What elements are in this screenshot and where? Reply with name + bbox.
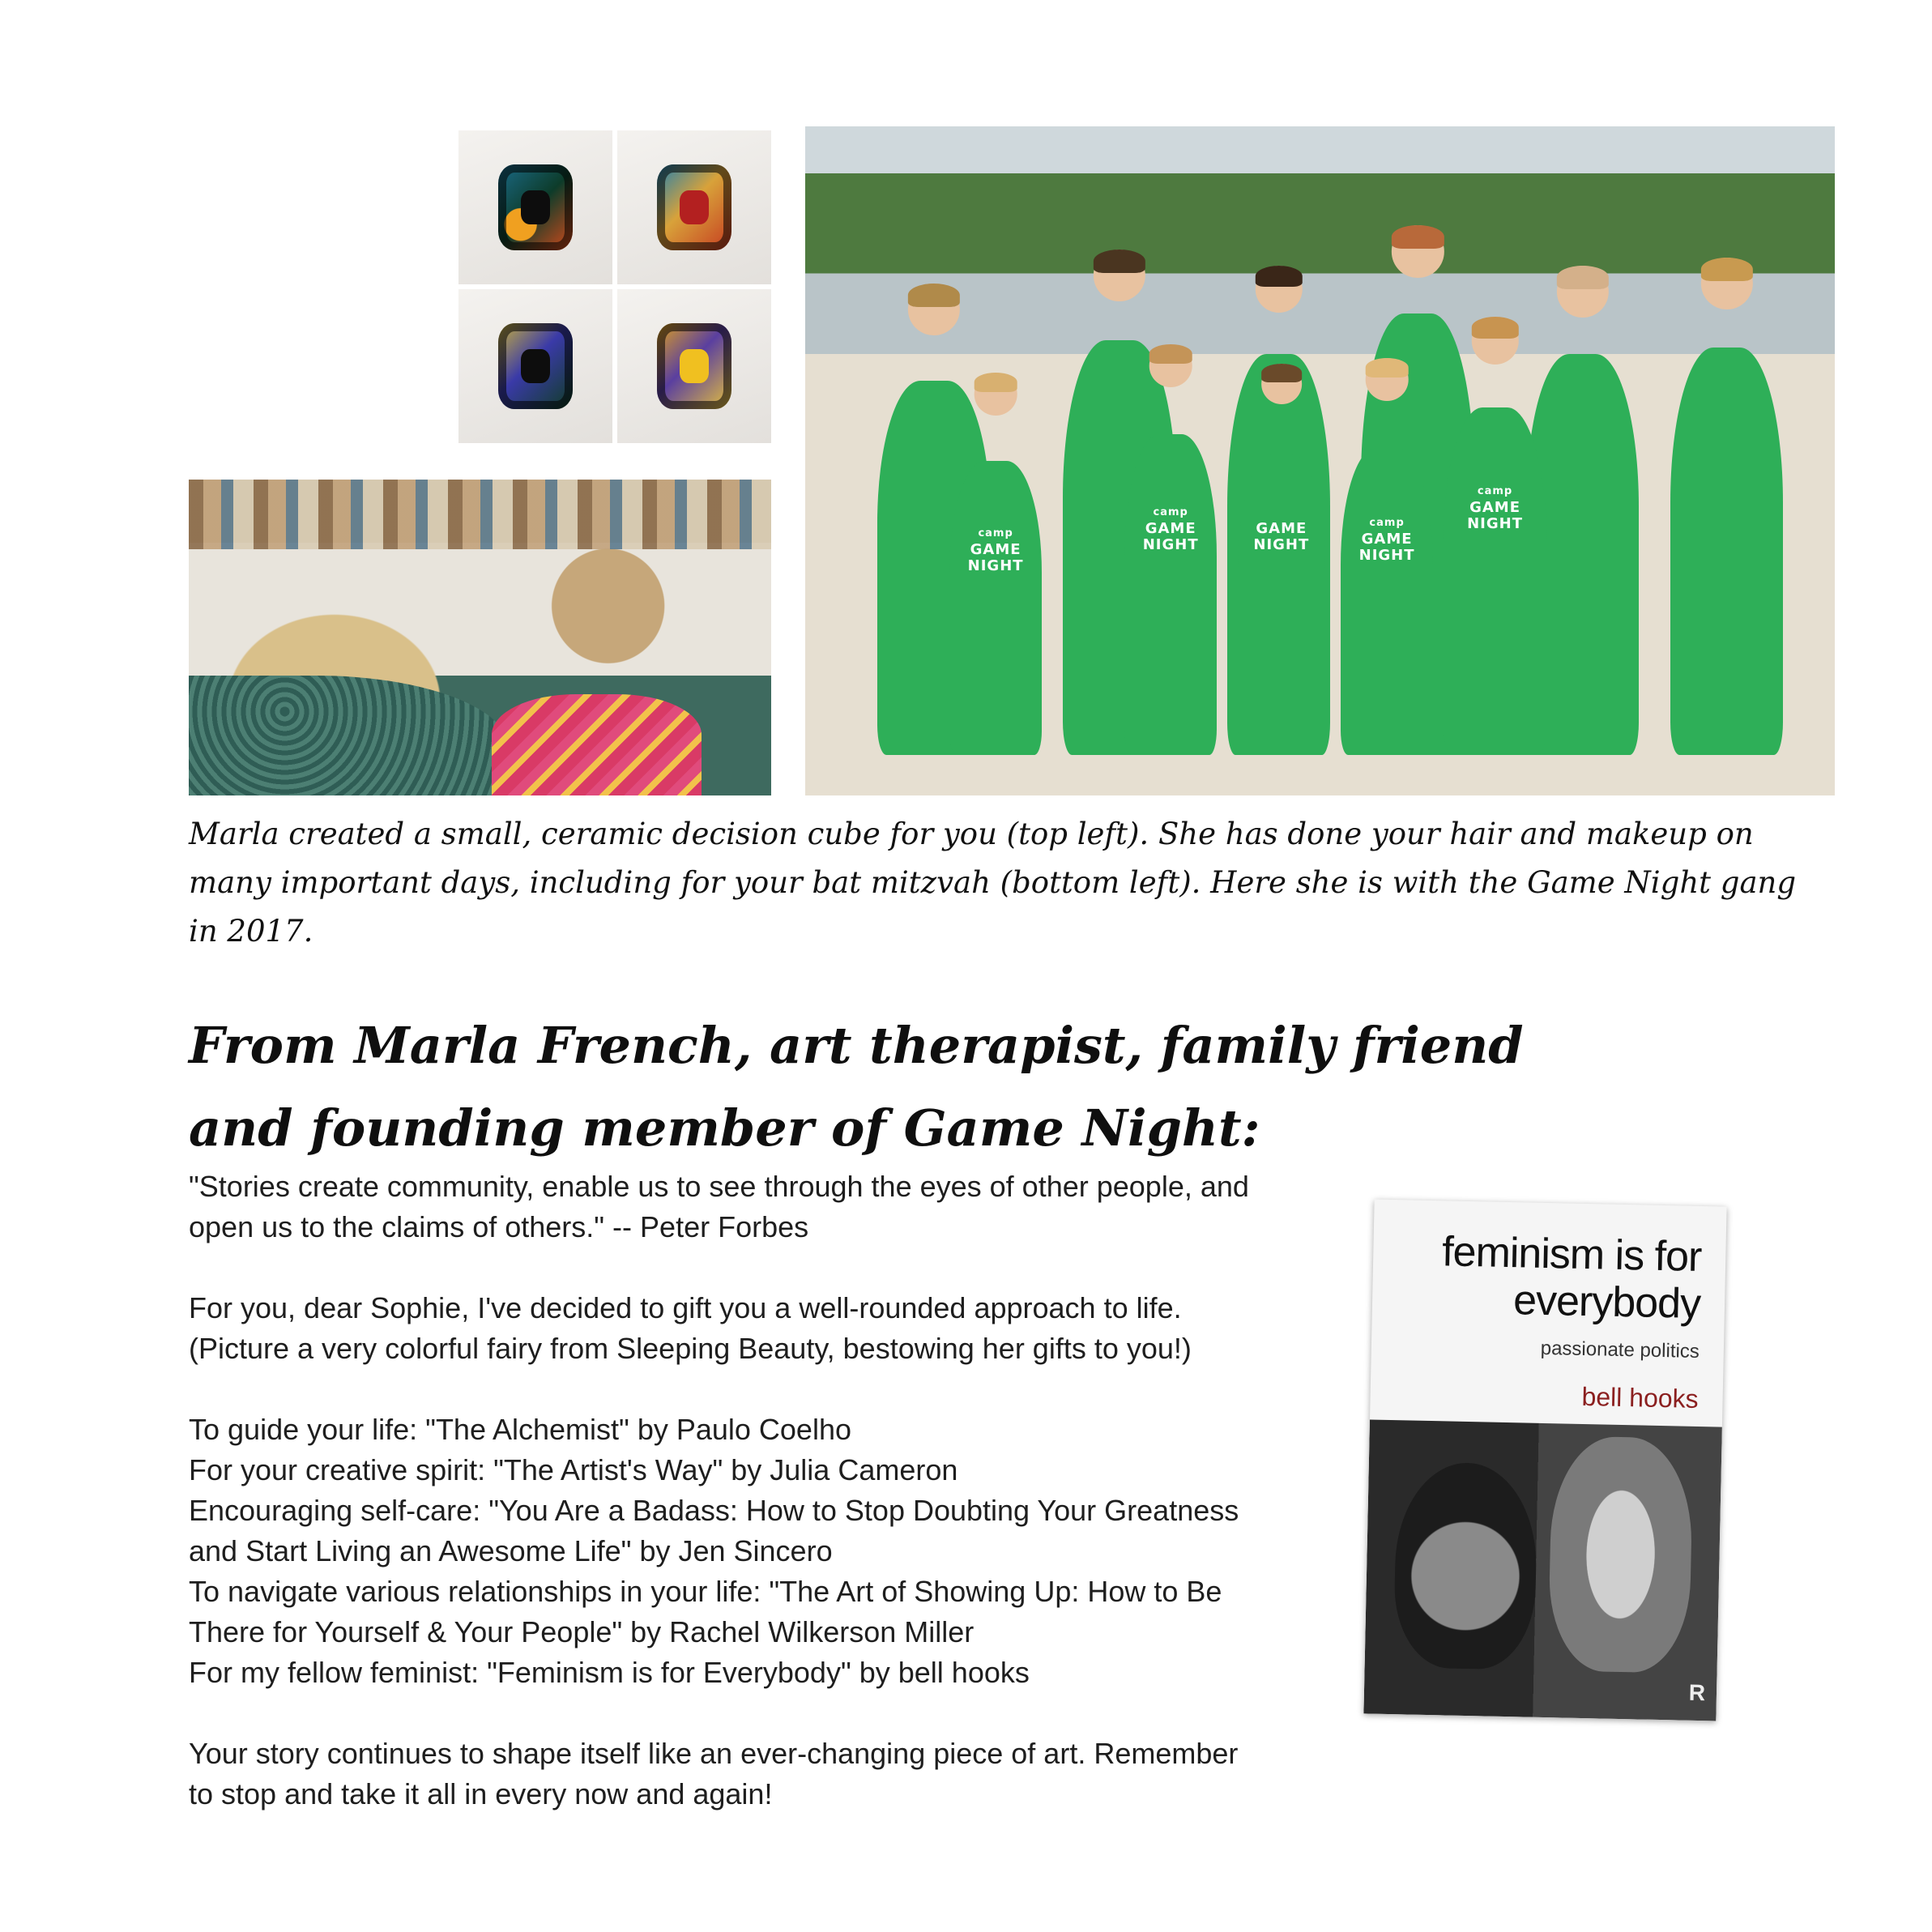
shirt-text-line2: GAME (1361, 531, 1413, 548)
portrait-right (1548, 1435, 1694, 1674)
book-title-line-2: everybody (1512, 1277, 1701, 1328)
child-3 (1238, 454, 1325, 756)
artist-shirt-detail (189, 676, 509, 795)
person-6 (1670, 348, 1784, 756)
shirt-text-line1: camp (1477, 485, 1513, 498)
quote-line-1: "Stories create community, enable us to see through the eyes of other people, and (189, 1170, 1249, 1203)
shirt-text-line3: NIGHT (1253, 535, 1310, 553)
cube-photo-3 (458, 289, 612, 443)
book-list-item: To guide your life: "The Alchemist" by Paulo Coelho (189, 1413, 851, 1446)
shirt-text-line3: NIGHT (1358, 547, 1415, 565)
photo-caption: Marla created a small, ceramic decision cube for you (top left). She has done your hair and makeup on many important days, including for your bat mitzvah (bottom left). Here she is with the Game Night gang in 2017. (189, 817, 1797, 949)
group-photo (805, 126, 1835, 795)
shirt-text-line2: GAME (1256, 519, 1307, 537)
child-2 (1124, 434, 1217, 755)
book-list-item: To navigate various relationships in your life: "The Art of Showing Up: How to Be (189, 1575, 1222, 1608)
book-subtitle: passionate politics (1540, 1337, 1700, 1363)
shirt-text-line3: NIGHT (1467, 515, 1523, 533)
gift-line-1: For you, dear Sophie, I've decided to gift you a well-rounded approach to life. (189, 1291, 1182, 1324)
heading-line-1: From Marla French, art therapist, family friend (189, 1016, 1524, 1075)
book-list-item: For your creative spirit: "The Artist's Way" by Julia Cameron (189, 1453, 958, 1486)
book-list-item: and Start Living an Awesome Life" by Jen Sincero (189, 1534, 833, 1567)
bookshelf-detail (189, 480, 771, 549)
book-title (1440, 1228, 1702, 1328)
shirt-text-line1: camp (1369, 517, 1405, 530)
heading-line-2: and founding member of Game Night: (189, 1098, 1260, 1158)
child-1 (949, 461, 1042, 755)
publisher-logo: R (1688, 1679, 1706, 1706)
cube-photo-1 (458, 130, 612, 284)
book-list-item: There for Yourself & Your People" by Rachel Wilkerson Miller (189, 1615, 975, 1648)
closing-line-2: to stop and take it all in every now and again! (189, 1777, 773, 1810)
letter-body (189, 1166, 1371, 1815)
shirt-text-line2: GAME (970, 540, 1021, 558)
shirt-text-line3: NIGHT (1142, 536, 1199, 554)
book-cover-photo (1363, 1419, 1722, 1721)
shirt-text-line1: camp (1153, 506, 1188, 519)
portrait-left (1392, 1461, 1537, 1670)
book-title-line-1: feminism is for (1441, 1228, 1702, 1281)
cube-photo-4 (617, 289, 771, 443)
gift-line-2: (Picture a very colorful fairy from Sleeping Beauty, bestowing her gifts to you!) (189, 1332, 1192, 1365)
cube-photo-2 (617, 130, 771, 284)
book-cover (1363, 1200, 1726, 1721)
child-4 (1341, 448, 1433, 756)
shirt-text-line1: camp (978, 527, 1013, 540)
shirt-text-line2: GAME (1145, 520, 1196, 538)
book-author: bell hooks (1581, 1381, 1700, 1414)
shirt-text-line2: GAME (1469, 499, 1521, 517)
book-list-item: Encouraging self-care: "You Are a Badass: How to Stop Doubting Your Greatness (189, 1494, 1239, 1527)
quote-line-2: open us to the claims of others." -- Peter Forbes (189, 1210, 809, 1243)
page-heading (189, 1004, 1566, 1170)
child-5 (1444, 407, 1546, 756)
dress-detail (492, 694, 702, 795)
makeup-photo (189, 480, 771, 795)
book-list-item: For my fellow feminist: "Feminism is for Everybody" by bell hooks (189, 1656, 1030, 1689)
closing-line-1: Your story continues to shape itself like an ever-changing piece of art. Remember (189, 1737, 1239, 1770)
shirt-text-line3: NIGHT (967, 557, 1024, 574)
